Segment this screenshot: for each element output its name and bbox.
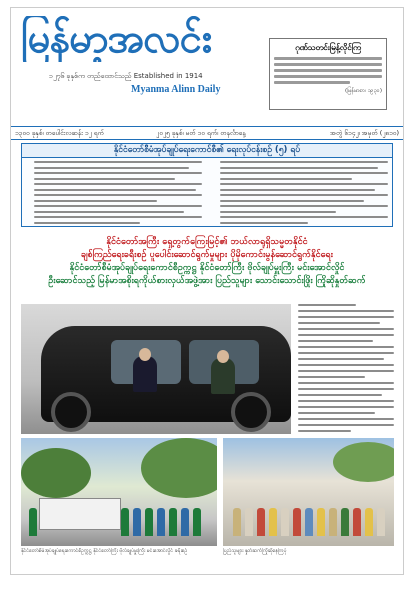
established-line: ၁၂၇၆ ခုနှစ်က တည်ထောင်သည် Established in 1914 — [49, 72, 203, 80]
top-news-column-right — [212, 161, 388, 227]
dateline-gregorian: ၂၀၂၅ ခုနှစ်၊ မတ် ၁၀ ရက်၊ တနင်္လာနေ့ — [156, 129, 246, 137]
newspaper-front-page — [11, 8, 403, 574]
top-news-body — [26, 161, 388, 223]
dateline-volume: အတွဲ ၆၁၄၂၊ အမှတ် (၂၈၁၀) — [330, 129, 399, 137]
quote-signature: (မြန်မာစာ၊ ၁၉၃၀) — [345, 88, 382, 94]
english-paper-name: Myanma Alinn Daily — [131, 84, 221, 95]
caption-left: နိုင်ငံတော်စီမံအုပ်ချုပ်ရေးကောင်စီဥက္ကဋ္ဌ နိုင်ငံတော်ကြီး ဗိုလ်ချုပ်မှူးကြီး မင်းအောင်လှိုင် ခရီးစဉ် — [21, 548, 188, 554]
main-photo-motorcade — [21, 304, 291, 434]
side-article — [298, 304, 394, 434]
dateline-lunar: ၁၃၀၀ ခုနှစ်၊ တပေါင်းလဆန်း ၁၂ ရက် — [15, 129, 104, 137]
newspaper-logo: မြန်မာ့အလင်း — [21, 16, 212, 62]
car-image — [41, 326, 291, 422]
quote-text-line — [274, 81, 350, 84]
main-headline — [21, 236, 393, 300]
headline-line-2: ချစ်ကြည်ရေးခရီးစဉ် ပူပေါင်းဆောင်ရွက်မှုများ ပိုမိုကောင်းမွန်ဆောင်ရွက်နိုင်ရေး — [81, 250, 333, 260]
photo-crowd-greeting — [223, 438, 394, 546]
quote-text-line — [274, 57, 382, 60]
masthead — [21, 16, 261, 126]
caption-right: ပြည်သူများ နှုတ်ဆက်ကြိုဆိုနေကြပုံ — [223, 548, 287, 554]
headline-line-4: ဦးဆောင်သည့် မြန်မာအစိုးရကိုယ်စားလှယ်အဖွဲ့အား ပြည်သူများ သောင်းသောင်းဖြိုး ကြိုဆိုနှုတ်ဆက် — [48, 276, 366, 286]
quote-text-line — [274, 63, 382, 66]
welcome-banner — [39, 498, 121, 530]
top-news-column-left — [26, 161, 202, 227]
headline-line-1: နိုင်ငံတော်အကြီး ရှေ့တွက်ကြေးမြင့်၏ ဘယ်လာရုရှိသမ္မတနိုင်ငံ — [106, 237, 308, 247]
top-news-box — [21, 143, 393, 227]
top-news-title: နိုင်ငံတော်စီမံအုပ်ချုပ်ရေးကောင်စီ၏ ရေးလုပ်ငန်းစဉ် (၅) ရပ် — [22, 144, 392, 158]
photo-students-with-flags — [21, 438, 217, 546]
headline-line-3: နိုင်ငံတော်စီမံအုပ်ချုပ်ရေးကောင်စီဥက္ကဋ္ဌ နိုင်ငံတော်ကြီး ဗိုလ်ချုပ်မှူးကြီး မင်းအောင်လှိုင် — [69, 263, 345, 273]
quote-text-line — [274, 69, 382, 72]
quote-box — [269, 38, 387, 110]
dateline — [11, 126, 403, 140]
quote-text-line — [274, 75, 382, 78]
quote-title: ဂုဏ်သတင်းမြန့်လိုင်ကြ — [295, 43, 361, 52]
